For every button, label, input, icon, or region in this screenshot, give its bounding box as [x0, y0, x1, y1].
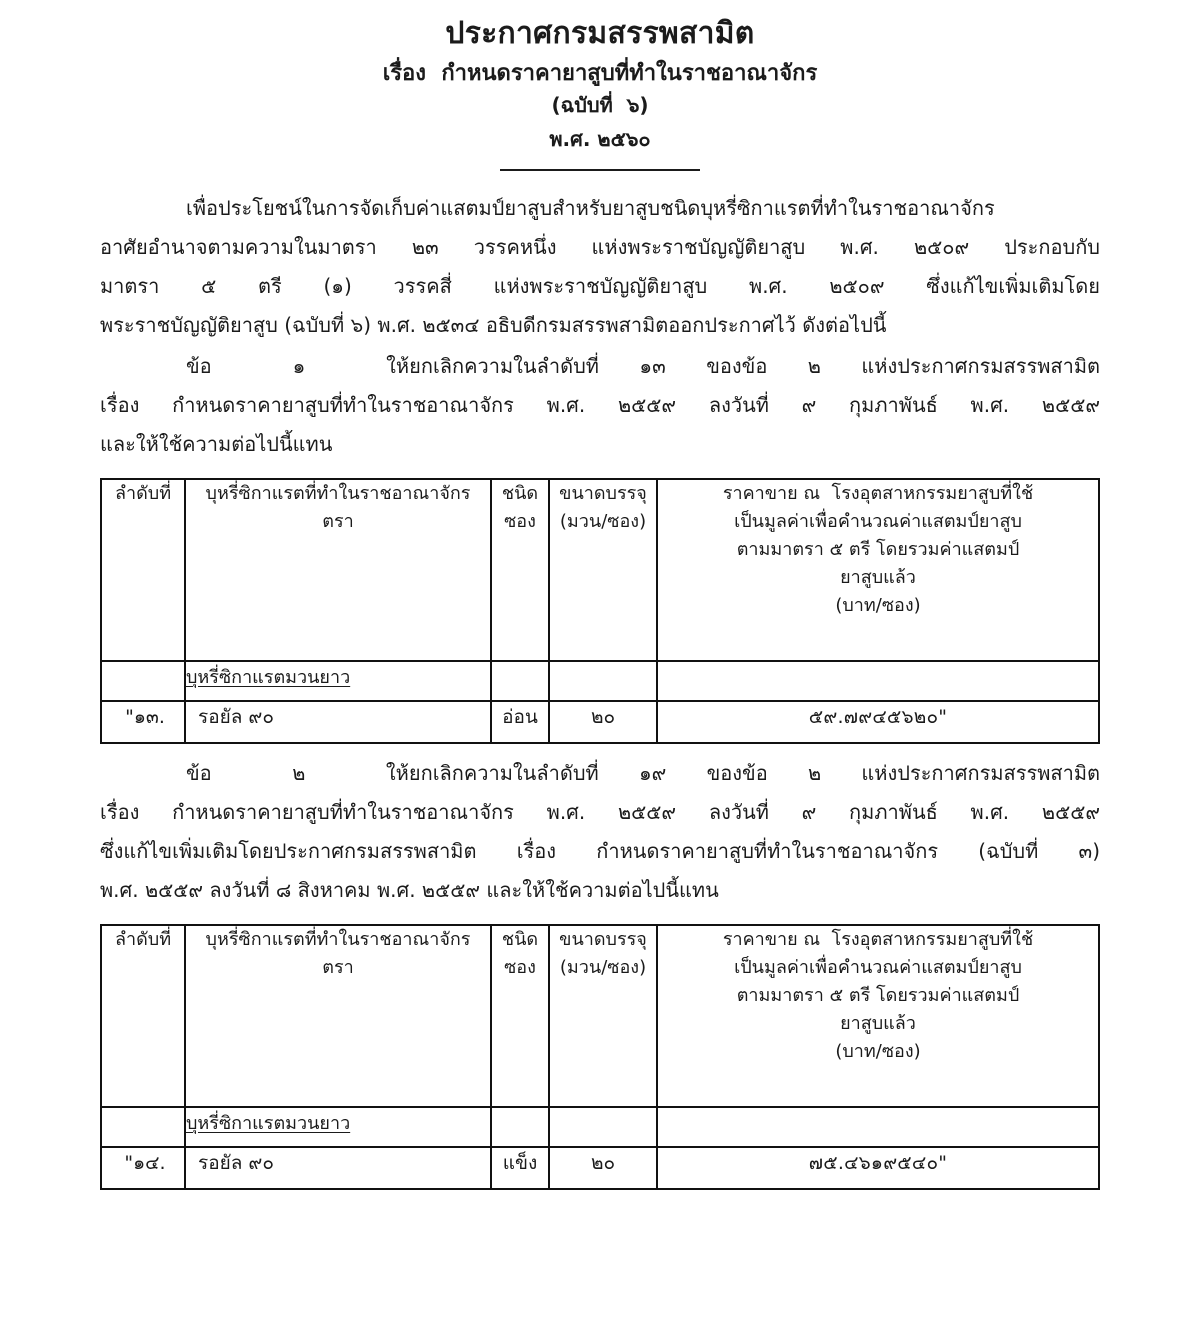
- table-header-row: [101, 479, 1099, 661]
- price-table-2-body: [101, 1107, 1099, 1189]
- price-table-1: [100, 478, 1100, 744]
- cell-type: อ่อน: [491, 701, 549, 743]
- column-header-brand-line-1: บุหรี่ซิกาแรตที่ทำในราชอาณาจักร: [205, 483, 471, 505]
- preamble-paragraph: [100, 189, 1100, 345]
- column-header-no-label: ลำดับที่: [114, 483, 172, 505]
- group-label-row: [101, 1107, 1099, 1147]
- column-header-brand: [185, 925, 491, 1107]
- group-row-no-cell: [101, 661, 185, 701]
- clause-2-line-4: พ.ศ. ๒๕๕๙ ลงวันที่ ๘ สิงหาคม พ.ศ. ๒๕๕๙ และให้ใช้ความต่อไปนี้แทน: [100, 878, 719, 903]
- column-header-size: [549, 479, 657, 661]
- column-header-price-line-3: ตามมาตรา ๕ ตรี โดยรวมค่าแสตมป์: [736, 985, 1020, 1007]
- column-header-size-line-1: ขนาดบรรจุ: [559, 929, 647, 951]
- column-header-brand-line-2: ตรา: [322, 957, 354, 979]
- cell-no: "๑๔.: [101, 1147, 185, 1189]
- page-title: ประกาศกรมสรรพสามิต: [445, 16, 755, 51]
- preamble-line-2: อาศัยอำนาจตามความในมาตรา ๒๓ วรรคหนึ่ง แห่งพระราชบัญญัติยาสูบ พ.ศ. ๒๕๐๙ ประกอบกับ: [100, 235, 1100, 260]
- group-row-type-cell: [491, 1107, 549, 1147]
- table-row: [101, 1147, 1099, 1189]
- column-header-type-line-2: ซอง: [504, 511, 536, 533]
- column-header-price-line-2: เป็นมูลค่าเพื่อคำนวณค่าแสตมป์ยาสูบ: [734, 957, 1022, 979]
- column-header-type-line-1: ชนิด: [501, 483, 539, 505]
- spacer-after-table-1: [100, 744, 1100, 754]
- price-table-1-body: [101, 661, 1099, 743]
- column-header-price-line-2: เป็นมูลค่าเพื่อคำนวณค่าแสตมป์ยาสูบ: [734, 511, 1022, 533]
- group-row-label-cell: [185, 661, 491, 701]
- document-year: พ.ศ. ๒๕๖๐: [549, 127, 651, 152]
- column-header-type-line-1: ชนิด: [501, 929, 539, 951]
- group-label-text: บุหรี่ซิกาแรตมวนยาว: [186, 667, 351, 689]
- group-row-price-cell: [657, 661, 1099, 701]
- header-divider: [100, 169, 1100, 171]
- clause-1-line-3: และให้ใช้ความต่อไปนี้แทน: [100, 432, 333, 457]
- document-subject: เรื่อง กำหนดราคายาสูบที่ทำในราชอาณาจักร: [382, 60, 818, 86]
- column-header-brand-line-1: บุหรี่ซิกาแรตที่ทำในราชอาณาจักร: [205, 929, 471, 951]
- cell-price: ๕๙.๗๙๔๕๖๒๐": [657, 701, 1099, 743]
- column-header-size-line-2: (มวน/ซอง): [559, 511, 647, 533]
- clause-2-line-2: เรื่อง กำหนดราคายาสูบที่ทำในราชอาณาจักร พ.ศ. ๒๕๕๙ ลงวันที่ ๙ กุมภาพันธ์ พ.ศ. ๒๕๕๙: [100, 800, 1100, 825]
- column-header-type: [491, 479, 549, 661]
- group-row-size-cell: [549, 661, 657, 701]
- group-row-label-cell: [185, 1107, 491, 1147]
- clause-1-paragraph: [100, 347, 1100, 464]
- clause-1-line-2: เรื่อง กำหนดราคายาสูบที่ทำในราชอาณาจักร พ.ศ. ๒๕๕๙ ลงวันที่ ๙ กุมภาพันธ์ พ.ศ. ๒๕๕๙: [100, 393, 1100, 418]
- group-row-type-cell: [491, 661, 549, 701]
- column-header-size-line-1: ขนาดบรรจุ: [559, 483, 647, 505]
- column-header-no: [101, 479, 185, 661]
- column-header-no: [101, 925, 185, 1107]
- column-header-brand-line-2: ตรา: [322, 511, 354, 533]
- preamble-line-4: พระราชบัญญัติยาสูบ (ฉบับที่ ๖) พ.ศ. ๒๕๓๔ อธิบดีกรมสรรพสามิตออกประกาศไว้ ดังต่อไปนี้: [100, 313, 887, 338]
- horizontal-rule: [500, 169, 700, 171]
- cell-price: ๗๕.๔๖๑๙๕๔๐": [657, 1147, 1099, 1189]
- column-header-type: [491, 925, 549, 1107]
- preamble-line-3: มาตรา ๕ ตรี (๑) วรรคสี่ แห่งพระราชบัญญัติยาสูบ พ.ศ. ๒๕๐๙ ซึ่งแก้ไขเพิ่มเติมโดย: [100, 274, 1100, 299]
- clause-2-line-1: ข้อ ๒ ให้ยกเลิกความในลำดับที่ ๑๙ ของข้อ ๒ แห่งประกาศกรมสรรพสามิต: [186, 761, 1100, 786]
- group-label-row: [101, 661, 1099, 701]
- column-header-price-line-4: ยาสูบแล้ว: [840, 566, 916, 588]
- column-header-price-line-3: ตามมาตรา ๕ ตรี โดยรวมค่าแสตมป์: [736, 539, 1020, 561]
- clause-2-line-3: ซึ่งแก้ไขเพิ่มเติมโดยประกาศกรมสรรพสามิต เรื่อง กำหนดราคายาสูบที่ทำในราชอาณาจักร (ฉบับที่ ๓): [100, 839, 1100, 864]
- cell-size: ๒๐: [549, 701, 657, 743]
- document-header: [100, 14, 1100, 153]
- column-header-price: [657, 479, 1099, 661]
- table-row: [101, 701, 1099, 743]
- group-row-size-cell: [549, 1107, 657, 1147]
- cell-brand: รอยัล ๙๐: [185, 701, 491, 743]
- preamble-line-1: เพื่อประโยชน์ในการจัดเก็บค่าแสตมป์ยาสูบสำหรับยาสูบชนิดบุหรี่ซิกาแรตที่ทำในราชอาณาจักร: [186, 196, 995, 221]
- column-header-type-line-2: ซอง: [504, 957, 536, 979]
- column-header-price-line-5: (บาท/ซอง): [835, 1040, 921, 1062]
- price-table-2-head: [101, 925, 1099, 1107]
- column-header-size: [549, 925, 657, 1107]
- column-header-size-line-2: (มวน/ซอง): [559, 957, 647, 979]
- document-edition: (ฉบับที่ ๖): [551, 93, 649, 118]
- cell-size: ๒๐: [549, 1147, 657, 1189]
- group-label-text: บุหรี่ซิกาแรตมวนยาว: [186, 1113, 351, 1135]
- price-table-2: [100, 924, 1100, 1190]
- cell-type: แข็ง: [491, 1147, 549, 1189]
- cell-no: "๑๓.: [101, 701, 185, 743]
- column-header-price-line-1: ราคาขาย ณ โรงอุตสาหกรรมยาสูบที่ใช้: [722, 483, 1034, 505]
- column-header-price-line-1: ราคาขาย ณ โรงอุตสาหกรรมยาสูบที่ใช้: [722, 929, 1034, 951]
- table-header-row: [101, 925, 1099, 1107]
- price-table-1-head: [101, 479, 1099, 661]
- clause-1-line-1: ข้อ ๑ ให้ยกเลิกความในลำดับที่ ๑๓ ของข้อ ๒ แห่งประกาศกรมสรรพสามิต: [186, 354, 1100, 379]
- cell-brand: รอยัล ๙๐: [185, 1147, 491, 1189]
- column-header-price-line-5: (บาท/ซอง): [835, 594, 921, 616]
- group-row-no-cell: [101, 1107, 185, 1147]
- column-header-price-line-4: ยาสูบแล้ว: [840, 1012, 916, 1034]
- column-header-no-label: ลำดับที่: [114, 929, 172, 951]
- column-header-brand: [185, 479, 491, 661]
- clause-2-paragraph: [100, 754, 1100, 910]
- column-header-price: [657, 925, 1099, 1107]
- group-row-price-cell: [657, 1107, 1099, 1147]
